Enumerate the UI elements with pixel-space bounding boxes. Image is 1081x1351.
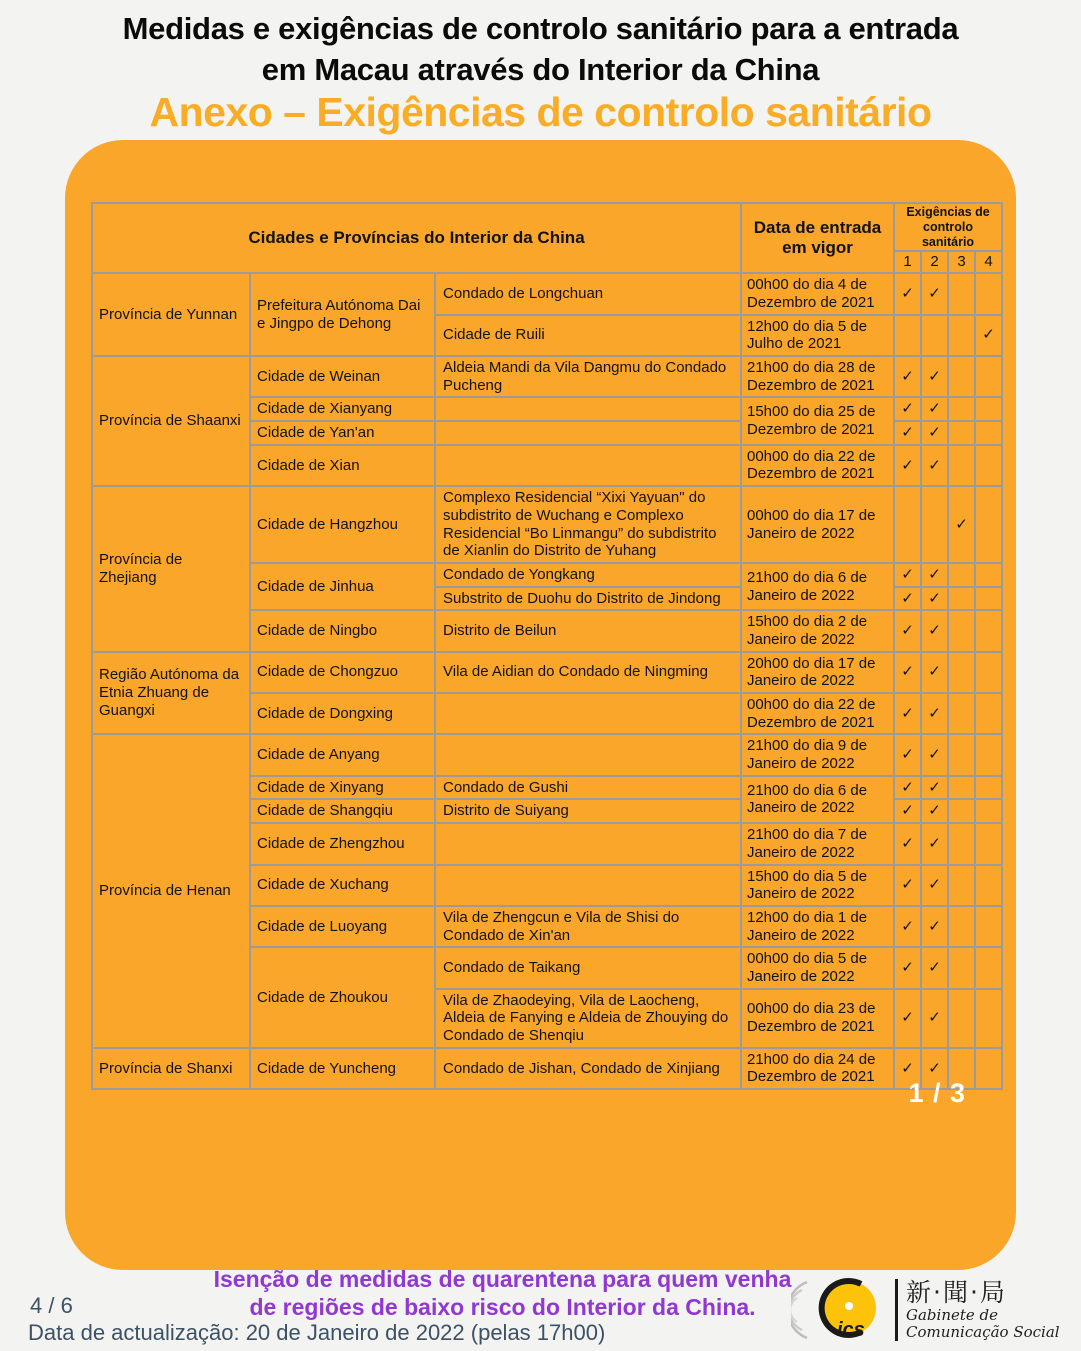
district-cell: Cidade de Ruili — [435, 315, 741, 356]
checkmark-cell: ✓ — [921, 397, 948, 421]
table-page-indicator: 1 / 3 — [908, 1078, 966, 1108]
date-cell: 00h00 do dia 4 de Dezembro de 2021 — [741, 273, 894, 314]
annex-subtitle: Anexo – Exigências de controlo sanitário — [149, 89, 932, 135]
empty-check-cell — [975, 906, 1002, 947]
city-cell: Cidade de Hangzhou — [250, 486, 435, 563]
page-title-line1: Medidas e exigências de controlo sanitário para a entrada — [122, 11, 959, 46]
province-cell: Província de Zhejiang — [92, 486, 250, 652]
empty-check-cell — [948, 397, 975, 421]
empty-check-cell — [894, 315, 921, 356]
table-wrap — [91, 202, 1003, 1090]
date-cell: 00h00 do dia 23 de Dezembro de 2021 — [741, 989, 894, 1048]
city-cell: Cidade de Anyang — [250, 734, 435, 775]
content-panel — [65, 140, 1016, 1270]
checkmark-cell: ✓ — [921, 823, 948, 864]
exemption-note-line2: de regiões de baixo risco do Interior da China. — [249, 1294, 756, 1320]
logo-text — [906, 1279, 1060, 1341]
district-cell — [435, 734, 741, 775]
header-entry-date: Data de entrada em vigor — [741, 203, 894, 273]
district-cell: Vila de Aidian do Condado de Ningming — [435, 652, 741, 693]
gcs-logo — [791, 1270, 1060, 1350]
table-row — [92, 273, 1002, 314]
date-cell: 15h00 do dia 2 de Janeiro de 2022 — [741, 610, 894, 651]
city-cell: Cidade de Jinhua — [250, 563, 435, 610]
date-cell: 00h00 do dia 5 de Janeiro de 2022 — [741, 947, 894, 988]
empty-check-cell — [948, 652, 975, 693]
province-cell: Província de Yunnan — [92, 273, 250, 356]
city-cell: Cidade de Luoyang — [250, 906, 435, 947]
empty-check-cell — [975, 989, 1002, 1048]
exemption-note — [170, 1265, 835, 1321]
empty-check-cell — [894, 486, 921, 563]
date-cell: 21h00 do dia 24 de Dezembro de 2021 — [741, 1048, 894, 1089]
checkmark-cell: ✓ — [894, 947, 921, 988]
table-row — [92, 1048, 1002, 1089]
date-cell: 21h00 do dia 28 de Dezembro de 2021 — [741, 356, 894, 397]
checkmark-cell: ✓ — [921, 445, 948, 486]
empty-check-cell — [975, 356, 1002, 397]
logo-pt-name-line2: Comunicação Social — [906, 1323, 1060, 1341]
header-req-4: 4 — [975, 251, 1002, 273]
empty-check-cell — [975, 610, 1002, 651]
table-header — [92, 203, 1002, 273]
empty-check-cell — [948, 610, 975, 651]
table-row — [92, 734, 1002, 775]
city-cell: Cidade de Zhoukou — [250, 947, 435, 1047]
date-cell: 21h00 do dia 6 de Janeiro de 2022 — [741, 563, 894, 610]
city-cell: Cidade de Xianyang — [250, 397, 435, 421]
empty-check-cell — [948, 563, 975, 587]
date-cell: 15h00 do dia 5 de Janeiro de 2022 — [741, 865, 894, 906]
province-cell: Província de Henan — [92, 734, 250, 1047]
exemption-note-line1: Isenção de medidas de quarentena para quem venha — [213, 1266, 792, 1292]
empty-check-cell — [975, 947, 1002, 988]
empty-check-cell — [948, 734, 975, 775]
checkmark-cell: ✓ — [948, 486, 975, 563]
table-row — [92, 486, 1002, 563]
district-cell: Condado de Longchuan — [435, 273, 741, 314]
city-cell: Prefeitura Autónoma Dai e Jingpo de Dehong — [250, 273, 435, 356]
date-cell: 15h00 do dia 25 de Dezembro de 2021 — [741, 397, 894, 444]
checkmark-cell: ✓ — [921, 1048, 948, 1089]
empty-check-cell — [948, 445, 975, 486]
checkmark-cell: ✓ — [894, 587, 921, 611]
empty-check-cell — [975, 652, 1002, 693]
district-cell — [435, 693, 741, 734]
empty-check-cell — [948, 421, 975, 445]
document-page-number: 4 / 6 — [30, 1293, 73, 1318]
date-cell: 00h00 do dia 22 de Dezembro de 2021 — [741, 693, 894, 734]
empty-check-cell — [975, 486, 1002, 563]
district-cell — [435, 445, 741, 486]
empty-check-cell — [948, 823, 975, 864]
district-cell: Vila de Zhaodeying, Vila de Laocheng, Aldeia de Fanying e Aldeia de Zhouying do Condado de Shenqiu — [435, 989, 741, 1048]
checkmark-cell: ✓ — [921, 799, 948, 823]
checkmark-cell: ✓ — [921, 906, 948, 947]
city-cell: Cidade de Ningbo — [250, 610, 435, 651]
header-requirements: Exigências de controlo sanitário — [894, 203, 1002, 251]
header-req-2: 2 — [921, 251, 948, 273]
checkmark-cell: ✓ — [921, 652, 948, 693]
city-cell: Cidade de Dongxing — [250, 693, 435, 734]
date-cell: 20h00 do dia 17 de Janeiro de 2022 — [741, 652, 894, 693]
checkmark-cell: ✓ — [894, 273, 921, 314]
district-cell — [435, 421, 741, 445]
empty-check-cell — [975, 865, 1002, 906]
checkmark-cell: ✓ — [894, 906, 921, 947]
empty-check-cell — [975, 776, 1002, 800]
header-cities-provinces: Cidades e Províncias do Interior da China — [92, 203, 741, 273]
district-cell: Condado de Taikang — [435, 947, 741, 988]
checkmark-cell: ✓ — [921, 273, 948, 314]
empty-check-cell — [948, 273, 975, 314]
checkmark-cell: ✓ — [894, 356, 921, 397]
empty-check-cell — [948, 693, 975, 734]
checkmark-cell: ✓ — [921, 734, 948, 775]
checkmark-cell: ✓ — [894, 445, 921, 486]
update-date: Data de actualização: 20 de Janeiro de 2022 (pelas 17h00) — [28, 1320, 606, 1345]
province-cell: Região Autónoma da Etnia Zhuang de Guangxi — [92, 652, 250, 735]
checkmark-cell: ✓ — [921, 563, 948, 587]
district-cell: Substrito de Duohu do Distrito de Jindong — [435, 587, 741, 611]
district-cell: Condado de Yongkang — [435, 563, 741, 587]
table-row — [92, 652, 1002, 693]
table-row — [92, 356, 1002, 397]
empty-check-cell — [975, 273, 1002, 314]
city-cell: Cidade de Xinyang — [250, 776, 435, 800]
header-req-1: 1 — [894, 251, 921, 273]
sanitary-requirements-table — [91, 202, 1003, 1090]
district-cell — [435, 865, 741, 906]
checkmark-cell: ✓ — [921, 587, 948, 611]
logo-center-dot — [845, 1302, 853, 1310]
city-cell: Cidade de Yan'an — [250, 421, 435, 445]
checkmark-cell: ✓ — [894, 693, 921, 734]
checkmark-cell: ✓ — [894, 865, 921, 906]
logo-divider — [895, 1279, 898, 1341]
empty-check-cell — [921, 315, 948, 356]
empty-check-cell — [975, 587, 1002, 611]
district-cell: Aldeia Mandi da Vila Dangmu do Condado Pucheng — [435, 356, 741, 397]
checkmark-cell: ✓ — [921, 865, 948, 906]
empty-check-cell — [948, 776, 975, 800]
empty-check-cell — [921, 486, 948, 563]
checkmark-cell: ✓ — [921, 693, 948, 734]
district-cell — [435, 397, 741, 421]
checkmark-cell: ✓ — [894, 776, 921, 800]
district-cell — [435, 823, 741, 864]
checkmark-cell: ✓ — [894, 610, 921, 651]
empty-check-cell — [948, 906, 975, 947]
empty-check-cell — [975, 563, 1002, 587]
checkmark-cell: ✓ — [921, 356, 948, 397]
empty-check-cell — [948, 315, 975, 356]
checkmark-cell: ✓ — [894, 1048, 921, 1089]
province-cell: Província de Shaanxi — [92, 356, 250, 486]
checkmark-cell: ✓ — [894, 823, 921, 864]
empty-check-cell — [948, 989, 975, 1048]
date-cell: 12h00 do dia 1 de Janeiro de 2022 — [741, 906, 894, 947]
city-cell: Cidade de Xian — [250, 445, 435, 486]
city-cell: Cidade de Weinan — [250, 356, 435, 397]
logo-acronym: ics — [837, 1319, 865, 1341]
checkmark-cell: ✓ — [894, 652, 921, 693]
checkmark-cell: ✓ — [894, 397, 921, 421]
empty-check-cell — [948, 947, 975, 988]
district-cell: Distrito de Suiyang — [435, 799, 741, 823]
date-cell: 00h00 do dia 22 de Dezembro de 2021 — [741, 445, 894, 486]
page-title-line2: em Macau através do Interior da China — [261, 52, 820, 87]
checkmark-cell: ✓ — [894, 799, 921, 823]
date-cell: 21h00 do dia 6 de Janeiro de 2022 — [741, 776, 894, 823]
checkmark-cell: ✓ — [894, 563, 921, 587]
empty-check-cell — [948, 356, 975, 397]
empty-check-cell — [975, 799, 1002, 823]
checkmark-cell: ✓ — [975, 315, 1002, 356]
empty-check-cell — [948, 865, 975, 906]
district-cell: Condado de Gushi — [435, 776, 741, 800]
district-cell: Vila de Zhengcun e Vila de Shisi do Condado de Xin'an — [435, 906, 741, 947]
city-cell: Cidade de Shangqiu — [250, 799, 435, 823]
checkmark-cell: ✓ — [921, 776, 948, 800]
city-cell: Cidade de Chongzuo — [250, 652, 435, 693]
gcs-logo-icon — [791, 1270, 887, 1350]
district-cell: Condado de Jishan, Condado de Xinjiang — [435, 1048, 741, 1089]
empty-check-cell — [975, 397, 1002, 421]
checkmark-cell: ✓ — [921, 610, 948, 651]
city-cell: Cidade de Xuchang — [250, 865, 435, 906]
checkmark-cell: ✓ — [894, 734, 921, 775]
empty-check-cell — [975, 421, 1002, 445]
empty-check-cell — [975, 693, 1002, 734]
date-cell: 12h00 do dia 5 de Julho de 2021 — [741, 315, 894, 356]
date-cell: 00h00 do dia 17 de Janeiro de 2022 — [741, 486, 894, 563]
district-cell: Distrito de Beilun — [435, 610, 741, 651]
checkmark-cell: ✓ — [921, 989, 948, 1048]
checkmark-cell: ✓ — [894, 989, 921, 1048]
city-cell: Cidade de Yuncheng — [250, 1048, 435, 1089]
empty-check-cell — [948, 587, 975, 611]
logo-pt-name-line1: Gabinete de — [906, 1306, 999, 1324]
empty-check-cell — [975, 1048, 1002, 1089]
empty-check-cell — [975, 734, 1002, 775]
province-cell: Província de Shanxi — [92, 1048, 250, 1089]
empty-check-cell — [948, 799, 975, 823]
header-req-3: 3 — [948, 251, 975, 273]
date-cell: 21h00 do dia 9 de Janeiro de 2022 — [741, 734, 894, 775]
empty-check-cell — [975, 445, 1002, 486]
document-header — [0, 0, 1081, 134]
logo-chinese-name: 新‧聞‧局 — [906, 1278, 1007, 1307]
city-cell: Cidade de Zhengzhou — [250, 823, 435, 864]
empty-check-cell — [975, 823, 1002, 864]
district-cell: Complexo Residencial “Xixi Yayuan" do subdistrito de Wuchang e Complexo Residencial “Bo Linmangu” do subdistrito de Xianlin do Distrito de Yuhang — [435, 486, 741, 563]
checkmark-cell: ✓ — [921, 421, 948, 445]
date-cell: 21h00 do dia 7 de Janeiro de 2022 — [741, 823, 894, 864]
checkmark-cell: ✓ — [921, 947, 948, 988]
table-body — [92, 273, 1002, 1089]
checkmark-cell: ✓ — [894, 421, 921, 445]
